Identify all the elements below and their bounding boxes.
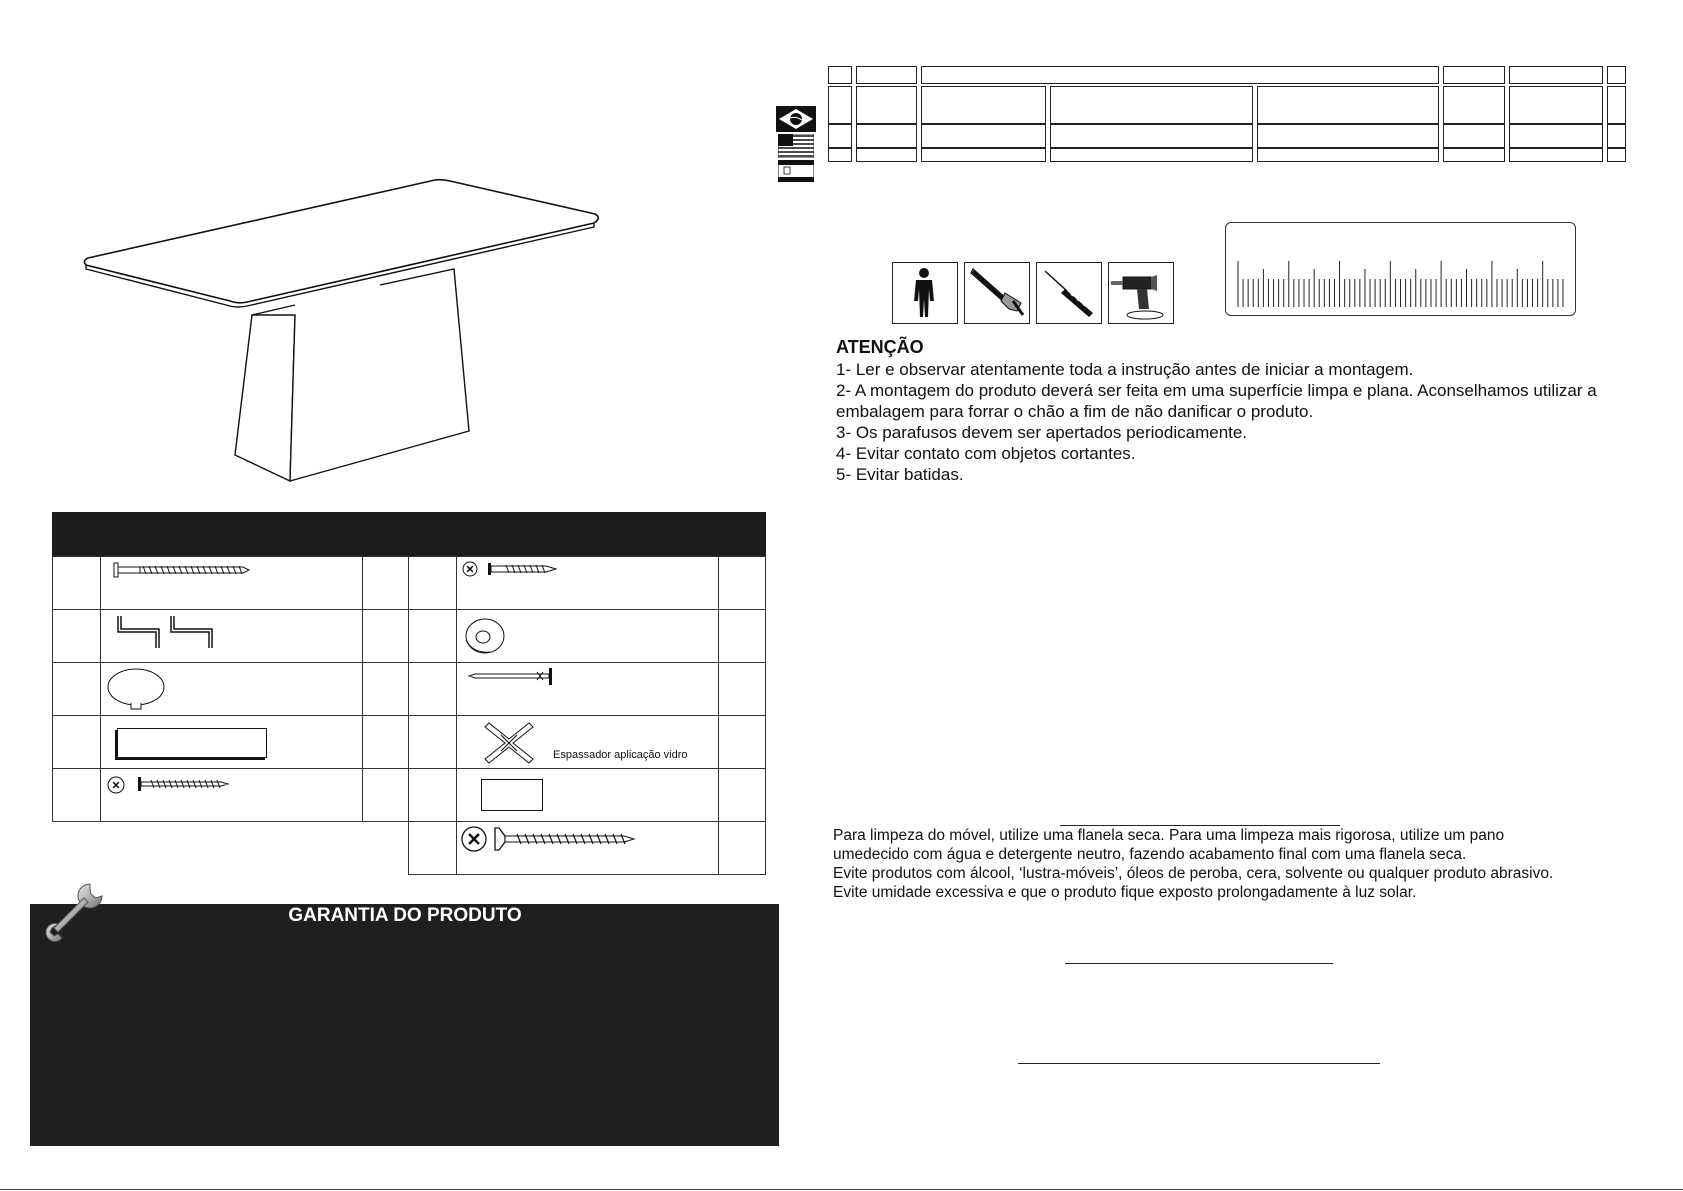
part-image-cell (456, 821, 719, 875)
part-id-cell (52, 556, 101, 610)
part-id-cell (408, 715, 457, 769)
info-cell (1443, 148, 1505, 162)
part-image-cell (100, 715, 363, 769)
attention-list (836, 359, 1656, 485)
attention-item: 3- Os parafusos devem ser apertados periodicamente. (836, 423, 1248, 442)
info-cell (1509, 66, 1603, 84)
part-id-cell (408, 768, 457, 822)
info-cell (1050, 148, 1253, 162)
info-cell (856, 124, 917, 148)
ruler-ticks (1226, 223, 1575, 315)
part-qty-cell (718, 609, 766, 663)
cleaning-line: Evite umidade excessiva e que o produto fique exposto prolongadamente à luz solar. (833, 884, 1417, 901)
part-id-cell (408, 821, 457, 875)
drill-icon (1109, 263, 1171, 321)
signature-line (1018, 1063, 1380, 1064)
info-cell (1509, 124, 1603, 148)
part-qty-cell (362, 768, 409, 822)
info-cell (1607, 124, 1626, 148)
attention-item: 5- Evitar batidas. (836, 465, 964, 484)
warranty-box (30, 904, 779, 1146)
part-qty-cell (718, 768, 766, 822)
info-cell (1443, 66, 1505, 84)
info-cell (1607, 66, 1626, 84)
part-image-cell (100, 768, 363, 822)
signature-line (1065, 963, 1333, 964)
cleaning-line: Evite produtos com álcool, ‘lustra-móveis’, óleos de peroba, cera, solvente ou qualquer produto abrasivo. (833, 865, 1554, 882)
cleaning-line: Para limpeza do móvel, utilize uma flanela seca. Para uma limpeza mais rigorosa, utilize um pano (833, 827, 1505, 844)
wood-screw-icon (461, 560, 571, 582)
info-cell (856, 66, 917, 84)
info-cell (921, 148, 1046, 162)
dowel-screw-icon (113, 561, 253, 581)
phillips-screw-icon (106, 773, 246, 797)
info-cell (828, 148, 852, 162)
part-id-cell (408, 556, 457, 610)
info-cell (1257, 124, 1439, 148)
hammer-icon (965, 263, 1027, 321)
part-image-cell (456, 662, 719, 716)
info-cell (856, 148, 917, 162)
info-cell (856, 86, 917, 124)
part-qty-cell (362, 715, 409, 769)
part-id-cell (52, 768, 101, 822)
nail-icon (467, 666, 567, 690)
part-qty-cell (362, 556, 409, 610)
info-cell (921, 66, 1439, 84)
info-cell (828, 124, 852, 148)
cleaning-line: umedecido com água e detergente neutro, fazendo acabamento final com uma flanela seca. (833, 846, 1467, 863)
cleaning-instructions (833, 826, 1633, 902)
info-cell (1443, 124, 1505, 148)
parts-table-header (52, 512, 766, 556)
tool-hammer-box (964, 262, 1030, 324)
info-cell (1257, 148, 1439, 162)
spain-flag-icon (778, 160, 814, 182)
pad-icon (481, 779, 543, 811)
part-qty-cell (362, 662, 409, 716)
attention-item: 4- Evitar contato com objetos cortantes. (836, 444, 1136, 463)
glass-spacer-icon (479, 719, 539, 767)
info-cell (1050, 86, 1253, 124)
info-cell (1607, 148, 1626, 162)
warranty-title: GARANTIA DO PRODUTO (288, 905, 522, 926)
info-cell (1257, 86, 1439, 124)
part-qty-cell (718, 821, 766, 875)
part-id-cell (52, 715, 101, 769)
part-image-cell (100, 662, 363, 716)
part-id-cell (52, 609, 101, 663)
product-info-table (828, 66, 1622, 162)
info-cell (828, 86, 852, 124)
spacer-label: Espassador aplicação vidro (553, 749, 688, 761)
part-id-cell (52, 662, 101, 716)
large-phillips-screw-icon (459, 824, 639, 856)
tool-drill-box (1108, 262, 1174, 324)
part-qty-cell (718, 556, 766, 610)
part-qty-cell (718, 715, 766, 769)
attention-item: 1- Ler e observar atentamente toda a instrução antes de iniciar a montagem. (836, 360, 1414, 379)
person-icon (893, 263, 955, 321)
parts-table (52, 556, 766, 880)
info-cell (1509, 86, 1603, 124)
info-cell (1509, 148, 1603, 162)
info-cell (828, 66, 852, 84)
tool-person-box (892, 262, 958, 324)
measuring-ruler (1225, 222, 1576, 316)
attention-title: ATENÇÃO (836, 337, 924, 357)
info-cell (1050, 124, 1253, 148)
part-image-cell (456, 609, 719, 663)
part-image-cell (456, 715, 719, 769)
part-image-cell (100, 609, 363, 663)
washer-icon (463, 614, 507, 658)
info-cell (1607, 86, 1626, 124)
attention-item: 2- A montagem do produto deverá ser feita em uma superfície limpa e plana. Aconselhamos utilizar a embalagem para forrar o chão a fim de não danificar o produto. (836, 381, 1597, 421)
allen-key-icon (116, 614, 226, 654)
part-qty-cell (362, 609, 409, 663)
tool-screwdriver-box (1036, 262, 1102, 324)
page-fold-line (0, 1189, 1683, 1190)
screwdriver-icon (1037, 263, 1099, 321)
part-qty-cell (718, 662, 766, 716)
part-id-cell (408, 609, 457, 663)
part-id-cell (408, 662, 457, 716)
info-cell (921, 124, 1046, 148)
usa-flag-icon (778, 134, 814, 158)
brazil-flag-icon (776, 106, 816, 132)
foot-glide-icon (106, 665, 176, 715)
part-image-cell (456, 768, 719, 822)
info-cell (921, 86, 1046, 124)
felt-strip-icon (117, 728, 267, 758)
table-illustration (80, 175, 610, 485)
part-image-cell (456, 556, 719, 610)
info-cell (1443, 86, 1505, 124)
part-image-cell (100, 556, 363, 610)
